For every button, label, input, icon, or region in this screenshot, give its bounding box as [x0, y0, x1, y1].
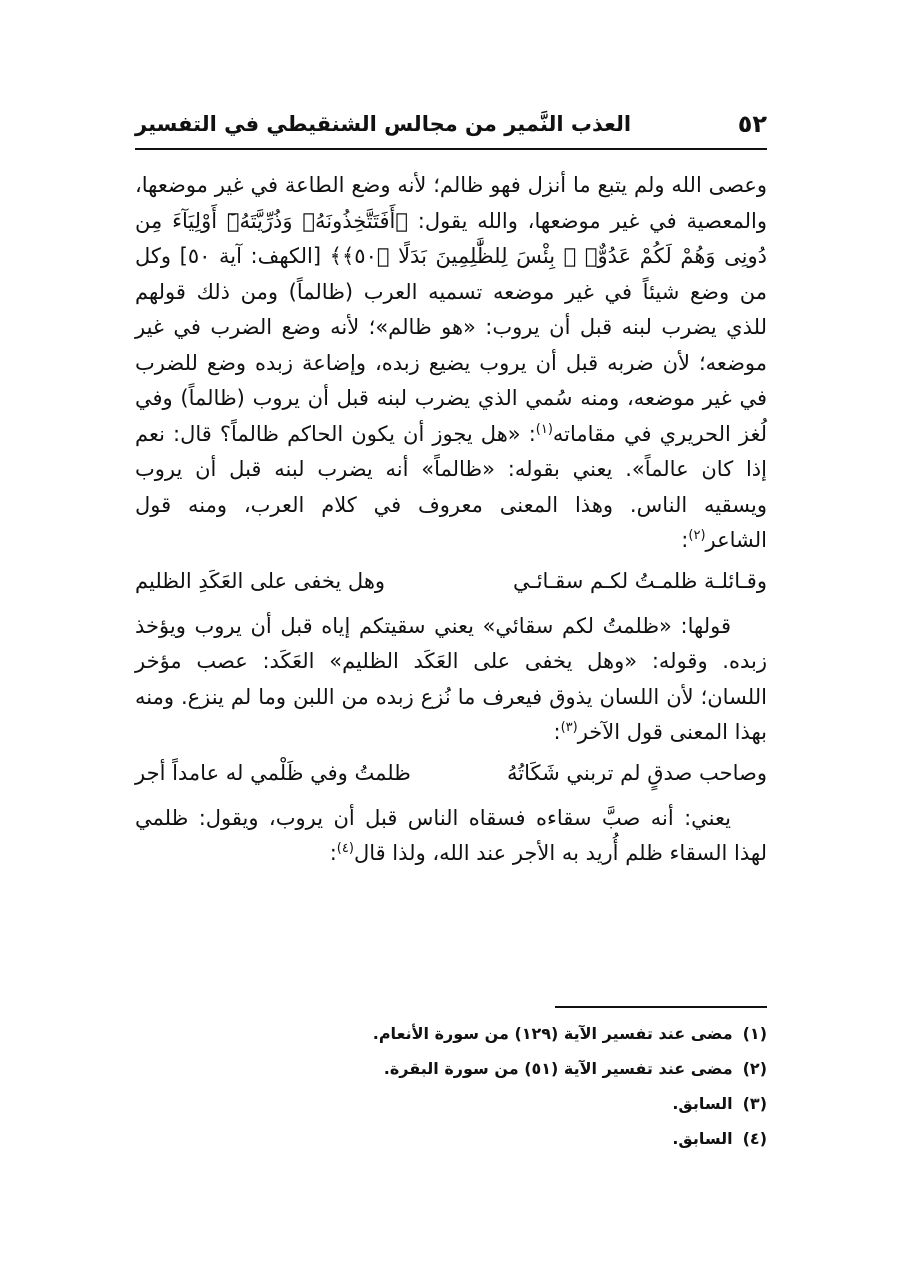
- paragraph-2-end: :: [553, 720, 561, 744]
- footnote: [135, 1121, 767, 1156]
- paragraph-3-end: :: [329, 841, 337, 865]
- verse-1-first-hemistich: وقـائلـة ظلمـتُ لكـم سقـائـي: [513, 568, 767, 593]
- footnote-text: مضى عند تفسير الآية (٥١) من سورة البقرة.: [383, 1059, 733, 1078]
- paragraph-2: [135, 609, 767, 751]
- footnote-ref-4: (٤): [336, 841, 354, 856]
- footnote-separator: [555, 1006, 767, 1008]
- verse-1-second-hemistich: وهل يخفى على العَكَدِ الظليم: [135, 568, 386, 593]
- footnote: [135, 1051, 767, 1086]
- verse-2-first-hemistich: وصاحب صدقٍ لم تربني شَكَاتُهُ: [506, 760, 767, 785]
- verse-2: [135, 753, 767, 793]
- footnote-number: (٢): [742, 1059, 767, 1078]
- verse-1: [135, 561, 767, 601]
- footnote-ref-2: (٢): [688, 528, 706, 543]
- main-text: [135, 168, 767, 872]
- paragraph-1-text: وعصى الله ولم يتبع ما أنزل فهو ظالم؛ لأنه وضع الطاعة في غير موضعها، والمعصية في غير موضعها، والله يقول: ﴿أَفَتَتَّخِذُونَهُۥ وَذُرِّيَّتَهُۥٓ أَوْلِيَآءَ مِن دُونِى وَهُمْ لَكُمْ عَدُوٌّۢ ۚ بِئْسَ لِلظَّٰلِمِينَ بَدَلًا ﴿٥٠﴾﴾ [الكهف: آية ٥٠] وكل من وضع شيئاً في غير موضعه تسميه العرب (ظالماً) ومن ذلك قولهم للذي يضرب لبنه قبل أن يروب: «هو ظالم»؛ لأنه وضع الضرب في غير موضعه؛ لأن ضربه قبل أن يروب يضيع زبده، وإضاعة زبده وضع للضرب في غير موضعه، ومنه سُمي الذي يضرب لبنه قبل أن يروب (ظالماً) وفي لُغز الحريري في مقاماته: [135, 173, 767, 446]
- footnote-number: (٤): [742, 1129, 767, 1148]
- running-title: العذب النَّمير من مجالس الشنقيطي في التفسير: [135, 112, 632, 136]
- footnote-text: السابق.: [672, 1094, 733, 1113]
- footnotes: [135, 1016, 767, 1156]
- footnote: [135, 1086, 767, 1121]
- paragraph-2-text: قولها: «ظلمتُ لكم سقائي» يعني سقيتكم إياه قبل أن يروب ويؤخذ زبده. وقوله: «وهل يخفى على العَكَد الظليم» العَكَد: عصب مؤخر اللسان؛ لأن اللسان يذوق فيعرف ما نُزع زبده من اللبن وما لم ينزع. ومنه بهذا المعنى قول الآخر: [135, 613, 767, 744]
- footnote-number: (١): [742, 1024, 767, 1043]
- paragraph-3: [135, 801, 767, 872]
- paragraph-3-text: يعني: أنه صبَّ سقاءه فسقاه الناس قبل أن يروب، ويقول: ظلمي لهذا السقاء ظلم أُريد به الأجر عند الله، ولذا قال: [135, 805, 767, 865]
- paragraph-1: [135, 168, 767, 559]
- header-rule: [135, 148, 767, 150]
- paragraph-1-continued: : «هل يجوز أن يكون الحاكم ظالماً؟ قال: نعم إذا كان عالماً». يعني بقوله: «ظالماً» أنه يضرب لبنه قبل أن يروب ويسقيه الناس. وهذا المعنى معروف في كلام العرب، ومنه قول الشاعر: [135, 421, 767, 552]
- footnote: [135, 1016, 767, 1051]
- footnote-ref-1: (١): [535, 421, 553, 437]
- verse-2-second-hemistich: ظلمتُ وفي ظَلْمي له عامداً أجر: [135, 760, 411, 785]
- footnote-text: السابق.: [672, 1129, 733, 1148]
- page-number: ٥٢: [737, 110, 767, 138]
- footnote-number: (٣): [742, 1094, 767, 1113]
- footnote-ref-3: (٣): [560, 720, 578, 735]
- footnote-text: مضى عند تفسير الآية (١٢٩) من سورة الأنعام.: [372, 1024, 733, 1043]
- paragraph-1-end: :: [681, 528, 689, 552]
- page-header: [135, 108, 767, 148]
